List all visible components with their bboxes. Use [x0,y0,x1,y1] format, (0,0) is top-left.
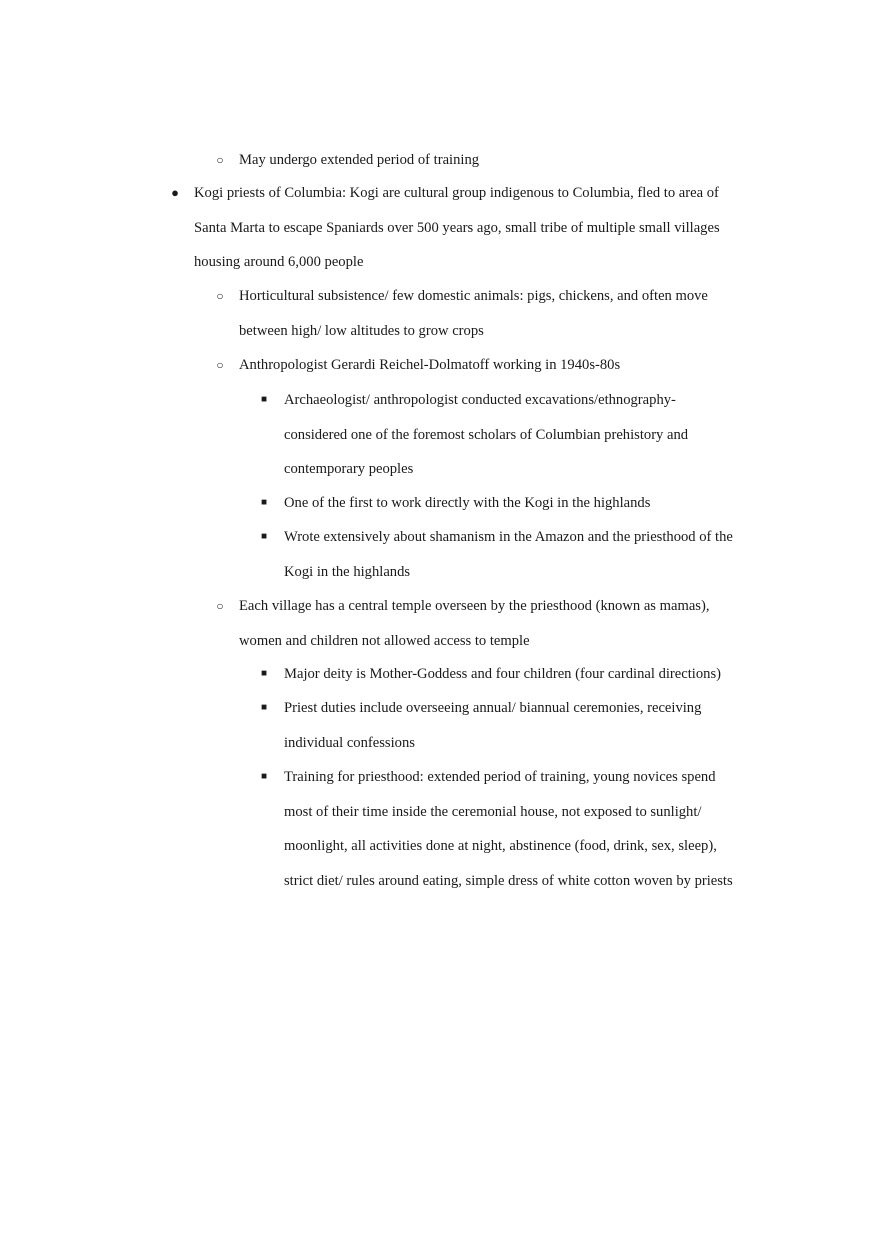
list-item [216,589,739,658]
list-item [216,348,739,383]
list-item-text: May undergo extended period of training [239,152,480,168]
list-item [260,760,739,898]
circle-bullet-icon: ○ [216,599,224,613]
list-item [260,383,739,487]
list-item-text: Horticultural subsistence/ few domestic animals: pigs, chickens, and often move between high/ low altitudes to grow crops [239,288,708,339]
list-item [171,176,739,280]
list-item [260,691,739,760]
circle-bullet-icon: ○ [216,289,224,303]
square-bullet-icon: ■ [260,531,268,542]
square-bullet-icon: ■ [260,702,268,713]
circle-bullet-icon: ○ [216,153,224,167]
square-bullet-icon: ■ [260,771,268,782]
disc-bullet-icon: ● [171,185,179,200]
list-item [260,657,739,692]
list-item-text: Priest duties include overseeing annual/ biannual ceremonies, receiving individual confessions [284,700,702,751]
list-item-text: Kogi priests of Columbia: Kogi are cultural group indigenous to Columbia, fled to area of Santa Marta to escape Spaniards over 500 years ago, small tribe of multiple small villages housing around 6,000 people [194,185,720,270]
list-item [260,520,739,589]
list-item-text: Wrote extensively about shamanism in the Amazon and the priesthood of the Kogi in the highlands [284,529,733,580]
square-bullet-icon: ■ [260,668,268,679]
list-item [216,143,739,178]
list-item-text: One of the first to work directly with the Kogi in the highlands [284,495,651,511]
square-bullet-icon: ■ [260,394,268,405]
square-bullet-icon: ■ [260,497,268,508]
list-item-text: Training for priesthood: extended period of training, young novices spend most of their time inside the ceremonial house, not exposed to sunlight/ moonlight, all activities done at night, abstinence (food, drink, sex, sleep), strict diet/ rules around eating, simple dress of white cotton woven by priests [284,769,733,889]
list-item-text: Each village has a central temple overseen by the priesthood (known as mamas), women and children not allowed access to temple [239,598,710,649]
circle-bullet-icon: ○ [216,358,224,372]
list-item-text: Anthropologist Gerardi Reichel-Dolmatoff working in 1940s-80s [239,357,621,373]
list-item [216,279,739,348]
list-item-text: Archaeologist/ anthropologist conducted excavations/ethnography- considered one of the foremost scholars of Columbian prehistory and contemporary peoples [284,392,689,477]
list-item-text: Major deity is Mother-Goddess and four children (four cardinal directions) [284,666,721,682]
list-item [260,486,739,521]
